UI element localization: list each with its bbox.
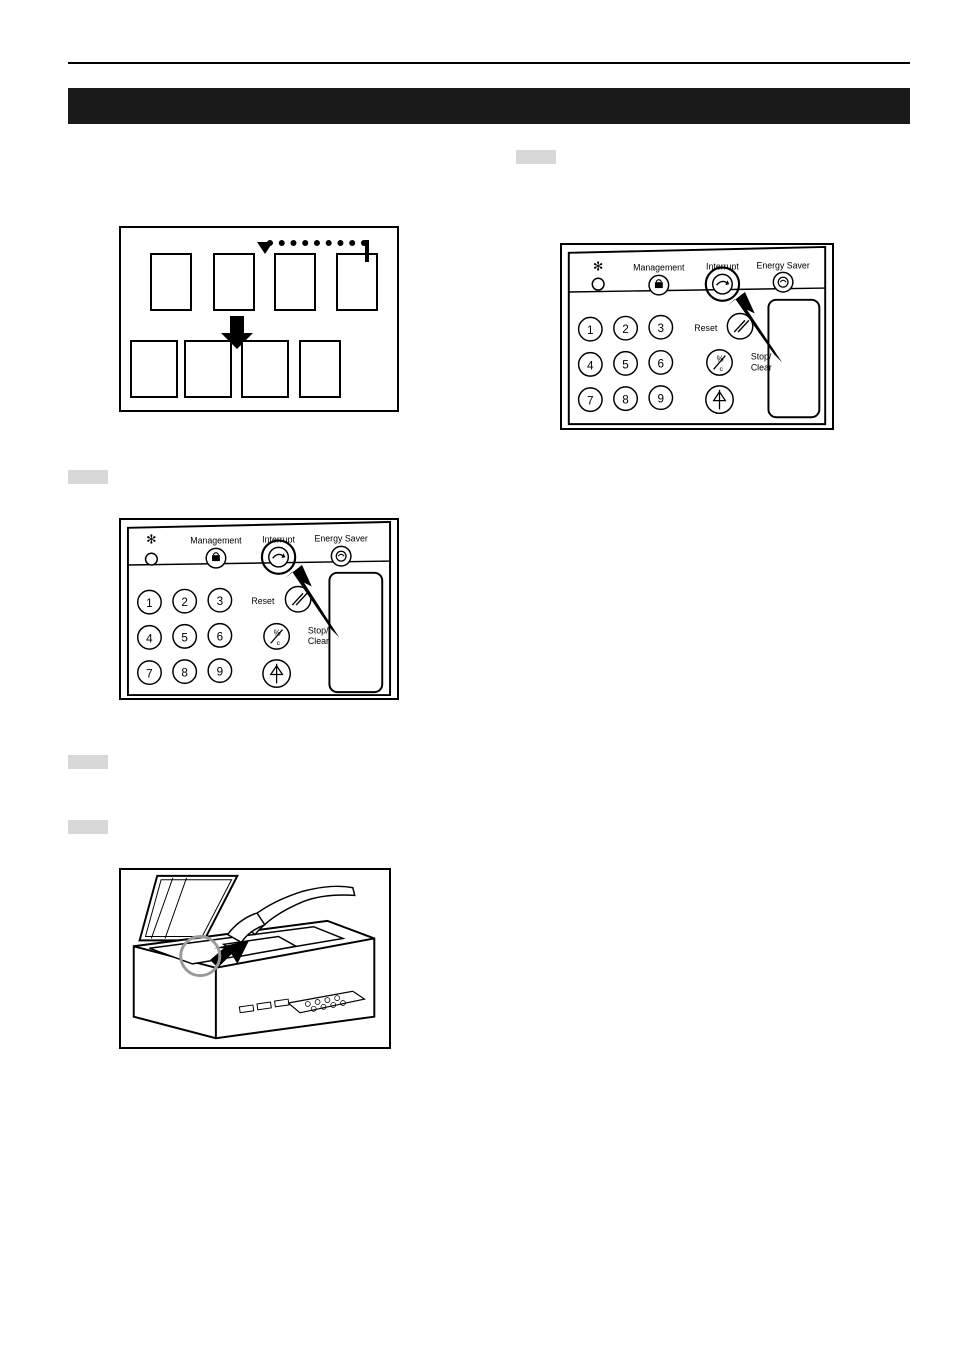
svg-text:3: 3 — [657, 322, 665, 336]
original-page-1 — [150, 253, 192, 311]
svg-text:Interrupt: Interrupt — [262, 534, 295, 545]
svg-text:c: c — [276, 640, 281, 648]
svg-text:✻: ✻ — [592, 258, 604, 274]
header-rule — [68, 62, 910, 64]
copy-page-3 — [241, 340, 289, 398]
svg-text:2: 2 — [181, 596, 188, 610]
svg-text:Clear: Clear — [307, 636, 329, 647]
svg-text:%: % — [716, 354, 724, 364]
section-title-bar — [68, 88, 910, 124]
platen-figure — [119, 868, 391, 1049]
step-marker-1 — [516, 150, 556, 164]
original-page-4 — [336, 253, 378, 311]
svg-text:✻: ✻ — [146, 531, 157, 547]
svg-text:c: c — [719, 366, 723, 374]
original-page-3 — [274, 253, 316, 311]
svg-text:2: 2 — [622, 323, 629, 337]
svg-text:1: 1 — [587, 324, 594, 338]
step-marker-4 — [68, 820, 108, 834]
copier-platen-drawing — [121, 870, 389, 1047]
operation-panel-drawing — [562, 245, 832, 428]
original-page-2 — [213, 253, 255, 311]
svg-text:Stop/: Stop/ — [750, 351, 772, 362]
copy-page-2 — [184, 340, 232, 398]
svg-text:Management: Management — [190, 535, 242, 546]
svg-text:Stop/: Stop/ — [307, 625, 329, 636]
svg-text:Energy Saver: Energy Saver — [314, 533, 368, 544]
svg-text:7: 7 — [587, 394, 594, 408]
copy-page-1 — [130, 340, 178, 398]
svg-text:9: 9 — [657, 392, 665, 406]
step-marker-2 — [68, 470, 108, 484]
svg-text:%: % — [273, 628, 281, 638]
svg-text:6: 6 — [657, 357, 665, 371]
svg-text:Reset: Reset — [251, 596, 275, 607]
step-marker-3 — [68, 755, 108, 769]
interrupt-route-line — [267, 240, 367, 246]
svg-text:9: 9 — [216, 665, 224, 679]
svg-text:Energy Saver: Energy Saver — [756, 260, 810, 271]
operation-panel-figure-left — [119, 518, 399, 700]
svg-text:6: 6 — [216, 630, 224, 644]
interrupt-route-corner — [365, 240, 369, 262]
svg-text:8: 8 — [622, 393, 629, 407]
operation-panel-figure-right — [560, 243, 834, 430]
svg-text:4: 4 — [146, 632, 153, 646]
svg-text:7: 7 — [146, 667, 153, 681]
svg-text:Reset: Reset — [694, 323, 718, 334]
copy-page-4 — [299, 340, 341, 398]
svg-text:4: 4 — [587, 359, 594, 373]
svg-text:5: 5 — [181, 631, 188, 645]
svg-text:8: 8 — [181, 666, 188, 680]
interrupt-route-arrow — [257, 242, 273, 254]
svg-text:Clear: Clear — [750, 362, 772, 373]
svg-text:1: 1 — [146, 597, 153, 611]
document-flow-figure — [119, 226, 399, 412]
operation-panel-drawing-2 — [121, 520, 397, 698]
svg-text:5: 5 — [622, 358, 629, 372]
svg-text:Interrupt: Interrupt — [706, 261, 739, 272]
svg-text:Management: Management — [633, 262, 685, 273]
svg-text:3: 3 — [216, 595, 224, 609]
